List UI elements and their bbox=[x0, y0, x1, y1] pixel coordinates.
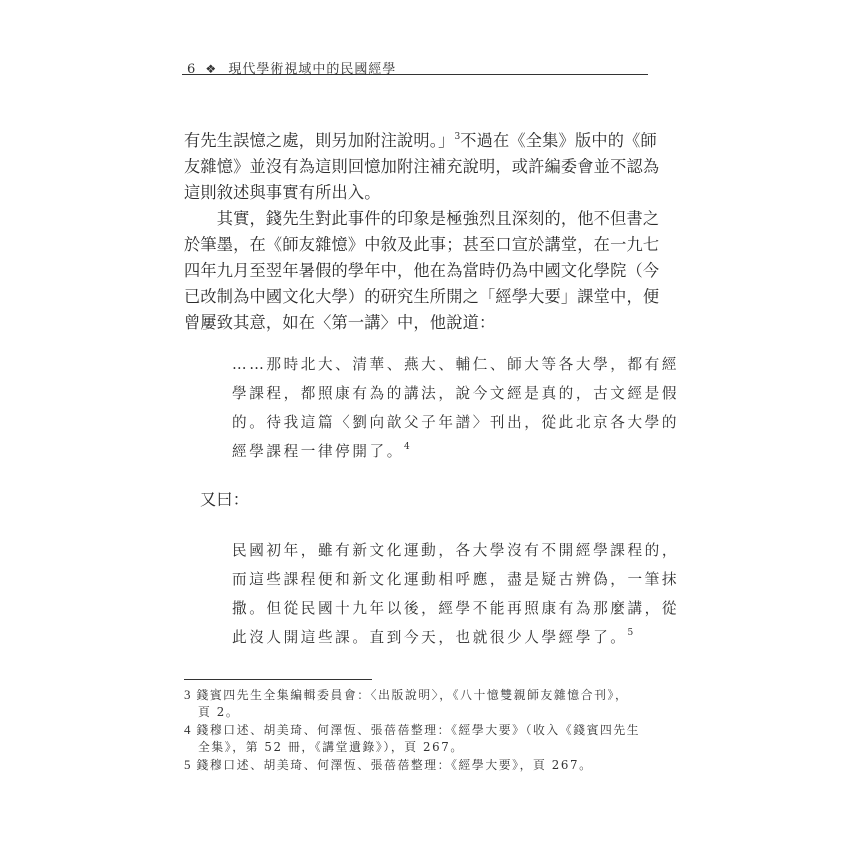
footnotes bbox=[184, 686, 654, 774]
text-line: 四年九月至翌年暑假的學年中，他在為當時仍為中國文化學院（今 bbox=[184, 261, 660, 280]
footnote-ref-3[interactable]: 3 bbox=[454, 132, 461, 142]
quote-line bbox=[232, 623, 652, 652]
footnote-4 bbox=[184, 721, 654, 756]
text-line: 於筆墨，在《師友雜憶》中敘及此事；甚至口宣於講堂，在一九七 bbox=[184, 235, 660, 254]
header-rule bbox=[182, 74, 648, 75]
footnote-text: 錢穆口述、胡美琦、何澤恆、張蓓蓓整理：《經學大要》，頁 267。 bbox=[196, 758, 593, 772]
paragraph-2 bbox=[184, 206, 660, 336]
text-line bbox=[184, 128, 657, 154]
text-line: 這則敘述與事實有所出入。 bbox=[184, 183, 381, 202]
footnote-number: 4 bbox=[184, 722, 191, 737]
book-title: 現代學術視域中的民國經學 bbox=[228, 62, 397, 77]
footnote-text: 錢賓四先生全集編輯委員會：〈出版說明〉，《八十憶雙親師友雜憶合刊》， bbox=[196, 688, 629, 702]
text-line: 曾屢致其意，如在〈第一講〉中，他說道： bbox=[184, 313, 496, 332]
quote-line: 學課程，都照康有為的講法，說今文經是真的，古文經是假 bbox=[232, 385, 680, 402]
text-line: 友雜憶》並沒有為這則回憶加附注補充說明，或許編委會並不認為 bbox=[184, 157, 660, 176]
footnote-number: 3 bbox=[184, 687, 191, 702]
footnote-line: 頁 2。 bbox=[198, 705, 240, 719]
text-line: 已改制為中國文化大學）的研究生所開之「經學大要」課堂中，便 bbox=[184, 287, 660, 306]
footnote-3 bbox=[184, 686, 654, 721]
transition-text bbox=[200, 487, 670, 513]
footnote-number: 5 bbox=[184, 757, 191, 772]
text-segment: 經學課程一律停開了。 bbox=[232, 443, 404, 460]
page-number: 6 bbox=[187, 62, 197, 77]
text-segment: 不過在《全集》版中的《師 bbox=[460, 131, 657, 150]
quote-line: 而這些課程便和新文化運動相呼應，盡是疑古辨偽，一筆抹 bbox=[232, 571, 680, 588]
block-quote-1 bbox=[232, 350, 680, 466]
text-line: 又曰： bbox=[200, 490, 250, 509]
footnote-5 bbox=[184, 756, 654, 774]
text-segment: 此沒人開這些課。直到今天，也就很少人學經學了。 bbox=[232, 629, 628, 646]
footnote-line bbox=[184, 721, 654, 739]
quote-line: ……那時北大、清華、燕大、輔仁、師大等各大學，都有經 bbox=[232, 356, 680, 373]
footnote-ref-4[interactable]: 4 bbox=[403, 442, 410, 452]
text-segment: 有先生誤憶之處，則另加附注說明。」 bbox=[184, 131, 455, 150]
quote-line: 民國初年，雖有新文化運動，各大學沒有不開經學課程的， bbox=[232, 542, 680, 559]
paragraph-1 bbox=[184, 128, 660, 206]
footnote-text: 錢穆口述、胡美琦、何澤恆、張蓓蓓整理：《經學大要》（收入《錢賓四先生 bbox=[196, 723, 641, 737]
text-line: 其實，錢先生對此事件的印象是極強烈且深刻的，他不但書之 bbox=[184, 209, 660, 228]
quote-line bbox=[232, 437, 652, 466]
footnote-ref-5[interactable]: 5 bbox=[627, 628, 634, 638]
footnote-rule bbox=[184, 679, 372, 680]
block-quote-2 bbox=[232, 536, 680, 652]
quote-line: 撒。但從民國十九年以後，經學不能再照康有為那麼講，從 bbox=[232, 600, 680, 617]
footnote-line bbox=[184, 756, 654, 774]
quote-line: 的。待我這篇〈劉向歆父子年譜〉刊出，從此北京各大學的 bbox=[232, 414, 680, 431]
ornament-icon: ❖ bbox=[205, 62, 218, 76]
footnote-line bbox=[184, 686, 654, 704]
footnote-line: 全集》，第 52 冊，《講堂遺錄》），頁 267。 bbox=[198, 740, 464, 754]
